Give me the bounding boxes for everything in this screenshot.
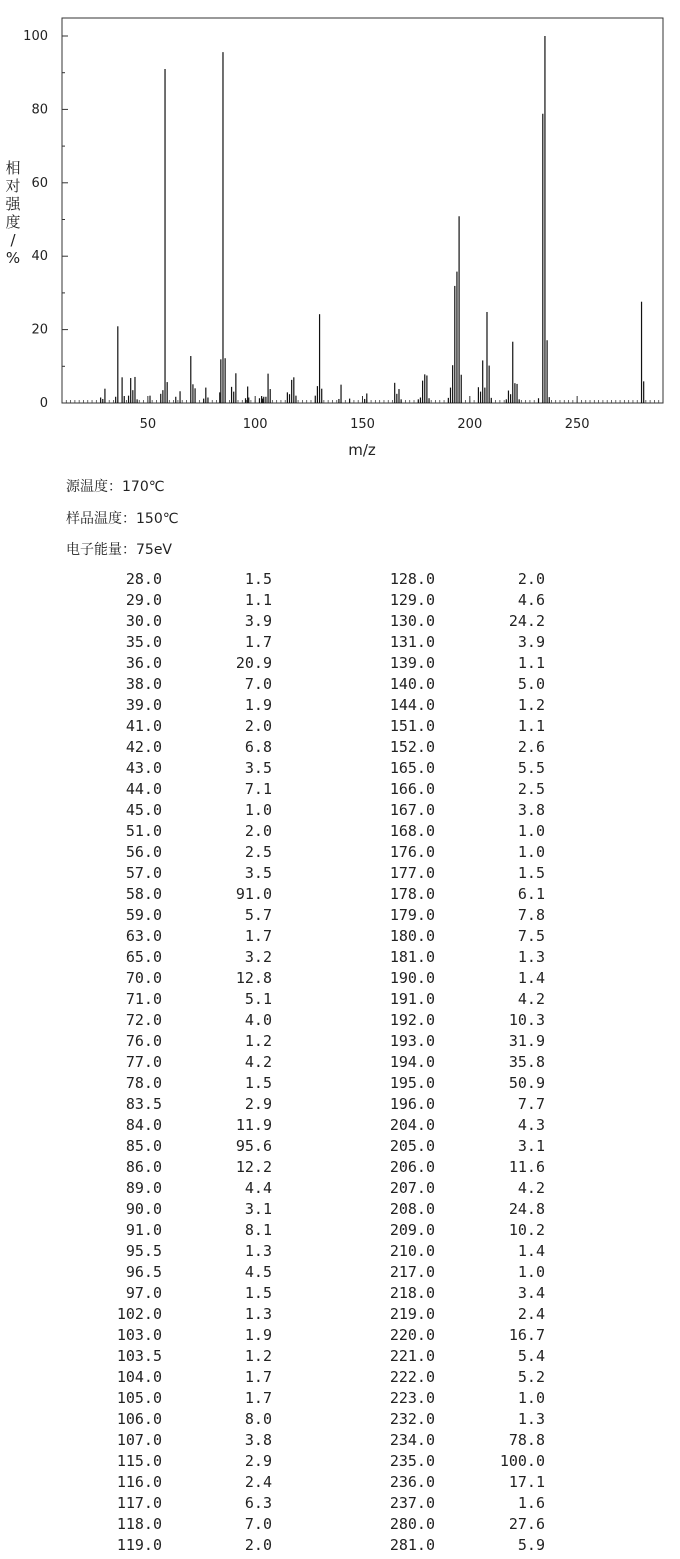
intensity-cell: 1.4 (517, 969, 545, 987)
intensity-cell: 3.8 (517, 801, 545, 819)
mz-cell: 131.0 (389, 633, 435, 651)
mz-cell: 59.0 (125, 906, 162, 924)
intensity-cell: 91.0 (235, 885, 272, 903)
table-row (0, 696, 680, 717)
intensity-cell: 1.2 (244, 1347, 272, 1365)
table-row (0, 654, 680, 675)
mz-cell: 166.0 (389, 780, 435, 798)
intensity-cell: 16.7 (508, 1326, 545, 1344)
intensity-cell: 2.0 (244, 1536, 272, 1554)
intensity-cell: 1.3 (244, 1242, 272, 1260)
table-row (0, 927, 680, 948)
spectrum-peaks (101, 36, 644, 403)
table-row (0, 1074, 680, 1095)
mz-cell: 72.0 (125, 1011, 162, 1029)
intensity-cell: 8.0 (244, 1410, 272, 1428)
y-axis-title: 相对强度/ % (5, 159, 21, 267)
intensity-cell: 100.0 (499, 1452, 545, 1470)
intensity-cell: 50.9 (508, 1074, 545, 1092)
table-row (0, 591, 680, 612)
intensity-cell: 1.2 (244, 1032, 272, 1050)
mz-cell: 43.0 (125, 759, 162, 777)
intensity-cell: 1.7 (244, 1389, 272, 1407)
intensity-cell: 1.7 (244, 633, 272, 651)
mz-cell: 91.0 (125, 1221, 162, 1239)
mz-cell: 65.0 (125, 948, 162, 966)
mz-cell: 177.0 (389, 864, 435, 882)
mz-cell: 128.0 (389, 570, 435, 588)
intensity-cell: 11.6 (508, 1158, 545, 1176)
mz-cell: 70.0 (125, 969, 162, 987)
mz-cell: 116.0 (116, 1473, 162, 1491)
intensity-cell: 1.3 (517, 948, 545, 966)
mz-cell: 176.0 (389, 843, 435, 861)
intensity-cell: 4.2 (517, 990, 545, 1008)
table-row (0, 1242, 680, 1263)
intensity-cell: 3.5 (244, 759, 272, 777)
intensity-cell: 1.5 (244, 1284, 272, 1302)
mz-cell: 206.0 (389, 1158, 435, 1176)
table-row (0, 906, 680, 927)
intensity-cell: 2.0 (244, 717, 272, 735)
mz-cell: 191.0 (389, 990, 435, 1008)
intensity-cell: 1.1 (517, 654, 545, 672)
plot-frame (62, 18, 663, 403)
intensity-cell: 4.6 (517, 591, 545, 609)
intensity-cell: 4.5 (244, 1263, 272, 1281)
intensity-cell: 5.5 (517, 759, 545, 777)
intensity-cell: 31.9 (508, 1032, 545, 1050)
mz-cell: 76.0 (125, 1032, 162, 1050)
table-row (0, 1431, 680, 1452)
mz-cell: 210.0 (389, 1242, 435, 1260)
mz-cell: 104.0 (116, 1368, 162, 1386)
table-row (0, 1200, 680, 1221)
mz-cell: 217.0 (389, 1263, 435, 1281)
table-row (0, 717, 680, 738)
table-row (0, 738, 680, 759)
table-row (0, 1011, 680, 1032)
intensity-cell: 1.6 (517, 1494, 545, 1512)
intensity-cell: 78.8 (508, 1431, 545, 1449)
mz-cell: 232.0 (389, 1410, 435, 1428)
mz-cell: 181.0 (389, 948, 435, 966)
mz-cell: 130.0 (389, 612, 435, 630)
intensity-cell: 5.4 (517, 1347, 545, 1365)
mz-cell: 204.0 (389, 1116, 435, 1134)
sample-temperature: 样品温度：150℃ (66, 511, 179, 527)
mz-cell: 30.0 (125, 612, 162, 630)
intensity-cell: 1.0 (517, 822, 545, 840)
table-row (0, 1452, 680, 1473)
table-row (0, 990, 680, 1011)
intensity-cell: 5.2 (517, 1368, 545, 1386)
table-row (0, 1158, 680, 1179)
mz-cell: 96.5 (125, 1263, 162, 1281)
mz-cell: 117.0 (116, 1494, 162, 1512)
mz-cell: 90.0 (125, 1200, 162, 1218)
mz-cell: 218.0 (389, 1284, 435, 1302)
mz-cell: 36.0 (125, 654, 162, 672)
mz-cell: 207.0 (389, 1179, 435, 1197)
mz-cell: 39.0 (125, 696, 162, 714)
x-axis-title: m/z (348, 441, 376, 459)
mz-cell: 83.5 (125, 1095, 162, 1113)
intensity-cell: 24.8 (508, 1200, 545, 1218)
intensity-cell: 17.1 (508, 1473, 545, 1491)
intensity-cell: 4.0 (244, 1011, 272, 1029)
table-row (0, 1137, 680, 1158)
table-row (0, 1515, 680, 1536)
intensity-cell: 3.1 (244, 1200, 272, 1218)
intensity-cell: 3.5 (244, 864, 272, 882)
y-tick-label: 80 (31, 102, 48, 118)
intensity-cell: 12.2 (235, 1158, 272, 1176)
mz-cell: 78.0 (125, 1074, 162, 1092)
y-tick-label: 20 (31, 322, 48, 338)
table-row (0, 675, 680, 696)
intensity-cell: 2.9 (244, 1452, 272, 1470)
mz-cell: 107.0 (116, 1431, 162, 1449)
x-tick-label: 250 (564, 417, 590, 432)
mz-cell: 167.0 (389, 801, 435, 819)
table-row (0, 1410, 680, 1431)
intensity-cell: 7.0 (244, 675, 272, 693)
electron-energy: 电子能量：75eV (66, 542, 173, 558)
intensity-cell: 2.5 (244, 843, 272, 861)
intensity-cell: 1.5 (244, 570, 272, 588)
intensity-cell: 2.0 (517, 570, 545, 588)
x-tick-label: 100 (242, 417, 268, 432)
mz-cell: 219.0 (389, 1305, 435, 1323)
mz-cell: 180.0 (389, 927, 435, 945)
table-row (0, 1179, 680, 1200)
mz-cell: 105.0 (116, 1389, 162, 1407)
intensity-cell: 6.1 (517, 885, 545, 903)
mz-cell: 179.0 (389, 906, 435, 924)
mz-cell: 196.0 (389, 1095, 435, 1113)
mass-spectrum-chart (0, 0, 680, 470)
mz-cell: 195.0 (389, 1074, 435, 1092)
intensity-cell: 11.9 (235, 1116, 272, 1134)
table-row (0, 1284, 680, 1305)
mz-cell: 118.0 (116, 1515, 162, 1533)
mz-cell: 193.0 (389, 1032, 435, 1050)
intensity-cell: 12.8 (235, 969, 272, 987)
mz-cell: 209.0 (389, 1221, 435, 1239)
mz-cell: 221.0 (389, 1347, 435, 1365)
x-tick-label: 150 (350, 417, 375, 432)
table-row (0, 843, 680, 864)
table-row (0, 1494, 680, 1515)
mz-cell: 236.0 (389, 1473, 435, 1491)
mz-cell: 84.0 (125, 1116, 162, 1134)
table-row (0, 1053, 680, 1074)
intensity-cell: 2.6 (517, 738, 545, 756)
intensity-cell: 1.0 (244, 801, 272, 819)
mz-cell: 190.0 (389, 969, 435, 987)
intensity-cell: 4.2 (244, 1053, 272, 1071)
mz-cell: 165.0 (389, 759, 435, 777)
table-row (0, 969, 680, 990)
intensity-cell: 5.1 (244, 990, 272, 1008)
intensity-cell: 1.3 (244, 1305, 272, 1323)
intensity-cell: 3.9 (517, 633, 545, 651)
intensity-cell: 2.5 (517, 780, 545, 798)
table-row (0, 948, 680, 969)
mz-cell: 205.0 (389, 1137, 435, 1155)
mz-cell: 140.0 (389, 675, 435, 693)
mz-cell: 71.0 (125, 990, 162, 1008)
y-tick-label: 40 (31, 249, 48, 265)
intensity-cell: 1.9 (244, 1326, 272, 1344)
intensity-cell: 5.0 (517, 675, 545, 693)
intensity-cell: 1.7 (244, 927, 272, 945)
mz-cell: 35.0 (125, 633, 162, 651)
mz-cell: 29.0 (125, 591, 162, 609)
intensity-cell: 7.0 (244, 1515, 272, 1533)
y-axis-ticks (23, 29, 68, 411)
table-row (0, 780, 680, 801)
intensity-cell: 1.2 (517, 696, 545, 714)
mz-cell: 234.0 (389, 1431, 435, 1449)
mz-cell: 51.0 (125, 822, 162, 840)
intensity-cell: 3.1 (517, 1137, 545, 1155)
mz-cell: 102.0 (116, 1305, 162, 1323)
mz-cell: 28.0 (125, 570, 162, 588)
intensity-cell: 7.7 (517, 1095, 545, 1113)
mz-cell: 103.5 (116, 1347, 162, 1365)
mz-cell: 89.0 (125, 1179, 162, 1197)
intensity-cell: 4.3 (517, 1116, 545, 1134)
mz-cell: 168.0 (389, 822, 435, 840)
source-temperature: 源温度：170℃ (66, 479, 165, 495)
mz-cell: 97.0 (125, 1284, 162, 1302)
mz-cell: 44.0 (125, 780, 162, 798)
y-tick-label: 0 (39, 396, 48, 411)
intensity-cell: 95.6 (235, 1137, 272, 1155)
mz-cell: 208.0 (389, 1200, 435, 1218)
intensity-cell: 3.2 (244, 948, 272, 966)
intensity-cell: 3.8 (244, 1431, 272, 1449)
intensity-cell: 6.3 (244, 1494, 272, 1512)
mz-cell: 57.0 (125, 864, 162, 882)
table-row (0, 612, 680, 633)
mz-cell: 192.0 (389, 1011, 435, 1029)
intensity-cell: 2.0 (244, 822, 272, 840)
table-row (0, 570, 680, 591)
intensity-cell: 27.6 (508, 1515, 545, 1533)
table-row (0, 1473, 680, 1494)
mz-cell: 56.0 (125, 843, 162, 861)
intensity-cell: 2.4 (517, 1305, 545, 1323)
mz-cell: 223.0 (389, 1389, 435, 1407)
table-row (0, 801, 680, 822)
table-row (0, 1032, 680, 1053)
intensity-cell: 20.9 (235, 654, 272, 672)
intensity-cell: 4.4 (244, 1179, 272, 1197)
intensity-cell: 1.0 (517, 843, 545, 861)
intensity-cell: 1.3 (517, 1410, 545, 1428)
intensity-cell: 1.0 (517, 1389, 545, 1407)
table-row (0, 1263, 680, 1284)
table-row (0, 1326, 680, 1347)
table-row (0, 1095, 680, 1116)
mz-cell: 194.0 (389, 1053, 435, 1071)
mz-cell: 106.0 (116, 1410, 162, 1428)
mz-cell: 144.0 (389, 696, 435, 714)
intensity-cell: 2.9 (244, 1095, 272, 1113)
mz-cell: 139.0 (389, 654, 435, 672)
mz-cell: 86.0 (125, 1158, 162, 1176)
x-tick-label: 200 (457, 417, 483, 432)
intensity-cell: 7.1 (244, 780, 272, 798)
intensity-cell: 1.4 (517, 1242, 545, 1260)
intensity-cell: 1.9 (244, 696, 272, 714)
table-row (0, 1536, 680, 1557)
mz-cell: 237.0 (389, 1494, 435, 1512)
mz-cell: 77.0 (125, 1053, 162, 1071)
intensity-cell: 6.8 (244, 738, 272, 756)
table-row (0, 1389, 680, 1410)
mz-cell: 95.5 (125, 1242, 162, 1260)
table-row (0, 1368, 680, 1389)
intensity-cell: 3.9 (244, 612, 272, 630)
intensity-cell: 7.8 (517, 906, 545, 924)
table-row (0, 885, 680, 906)
mz-cell: 119.0 (116, 1536, 162, 1554)
intensity-cell: 2.4 (244, 1473, 272, 1491)
y-tick-label: 60 (31, 175, 48, 191)
mz-cell: 151.0 (389, 717, 435, 735)
intensity-cell: 10.3 (508, 1011, 545, 1029)
table-row (0, 1221, 680, 1242)
mz-cell: 58.0 (125, 885, 162, 903)
table-row (0, 1116, 680, 1137)
mz-cell: 235.0 (389, 1452, 435, 1470)
table-row (0, 864, 680, 885)
mz-cell: 41.0 (125, 717, 162, 735)
intensity-cell: 5.7 (244, 906, 272, 924)
intensity-cell: 7.5 (517, 927, 545, 945)
mz-cell: 129.0 (389, 591, 435, 609)
mz-cell: 63.0 (125, 927, 162, 945)
intensity-cell: 3.4 (517, 1284, 545, 1302)
mz-cell: 103.0 (116, 1326, 162, 1344)
table-row (0, 1305, 680, 1326)
mz-cell: 281.0 (389, 1536, 435, 1554)
mz-cell: 38.0 (125, 675, 162, 693)
intensity-cell: 4.2 (517, 1179, 545, 1197)
intensity-cell: 1.0 (517, 1263, 545, 1281)
table-row (0, 822, 680, 843)
mz-cell: 42.0 (125, 738, 162, 756)
intensity-cell: 5.9 (517, 1536, 545, 1554)
intensity-cell: 1.1 (517, 717, 545, 735)
mz-cell: 222.0 (389, 1368, 435, 1386)
mz-cell: 152.0 (389, 738, 435, 756)
table-row (0, 633, 680, 654)
mz-cell: 45.0 (125, 801, 162, 819)
intensity-cell: 10.2 (508, 1221, 545, 1239)
intensity-cell: 35.8 (508, 1053, 545, 1071)
mz-cell: 85.0 (125, 1137, 162, 1155)
y-tick-label: 100 (23, 29, 48, 44)
intensity-cell: 1.7 (244, 1368, 272, 1386)
table-row (0, 1347, 680, 1368)
mz-cell: 220.0 (389, 1326, 435, 1344)
mz-cell: 115.0 (116, 1452, 162, 1470)
table-row (0, 759, 680, 780)
intensity-cell: 1.1 (244, 591, 272, 609)
mz-cell: 280.0 (389, 1515, 435, 1533)
intensity-cell: 24.2 (508, 612, 545, 630)
intensity-cell: 1.5 (244, 1074, 272, 1092)
x-tick-label: 50 (139, 417, 157, 432)
intensity-cell: 1.5 (517, 864, 545, 882)
intensity-cell: 8.1 (244, 1221, 272, 1239)
mz-cell: 178.0 (389, 885, 435, 903)
